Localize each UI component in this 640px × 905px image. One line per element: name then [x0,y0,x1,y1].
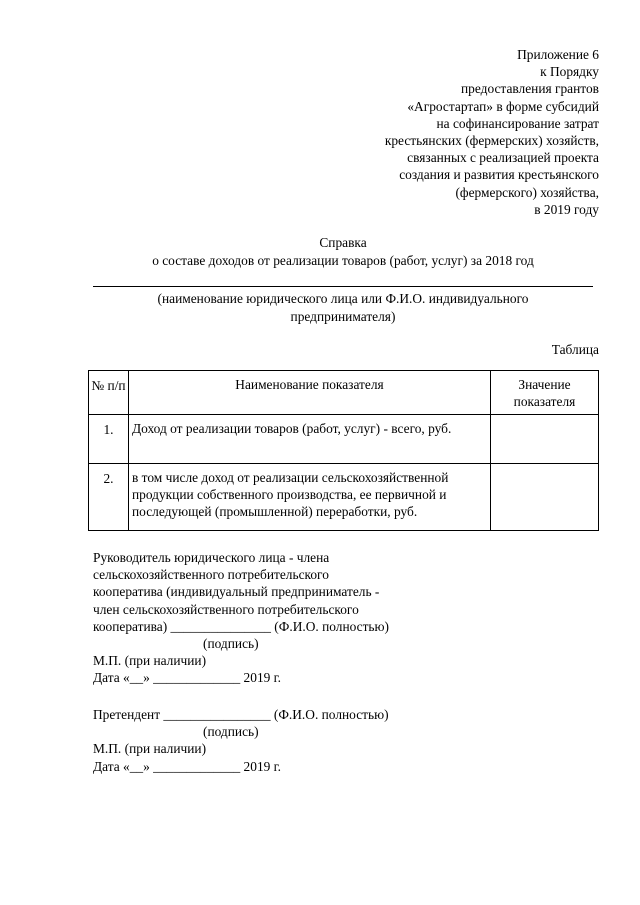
seal-line: М.П. (при наличии) [93,653,207,669]
row-num: 2. [89,464,129,531]
name-caption [93,290,593,325]
header-name: Наименование показателя [129,371,491,415]
header-num: № п/п [89,371,129,415]
table-label: Таблица [551,342,599,357]
row-name: в том числе доход от реализации сельскохозяйственной продукции собственного производства, ее первичной и последующей (промышленной) переработки, руб. [129,464,491,531]
income-table [88,370,599,531]
name-fill-line [93,286,593,287]
annex-line: (фермерского) хозяйства, [455,184,599,200]
sig-line: кооператива (индивидуальный предприниматель - [93,584,380,600]
sig-line: Руководитель юридического лица - члена [93,550,330,565]
annex-line: связанных с реализацией проекта [407,150,599,166]
date-line: Дата «__» _____________ 2019 г. [93,758,282,774]
header-value: Значение показателя [491,371,599,415]
table-header-row [89,371,599,415]
caption-line-2: предпринимателя) [290,308,396,324]
table-row [89,464,599,531]
document-title [93,234,593,269]
row-name: Доход от реализации товаров (работ, услуг) - всего, руб. [129,415,491,464]
title-line-2: о составе доходов от реализации товаров (работ, услуг) за 2018 год [152,252,534,268]
sig-line: член сельскохозяйственного потребительского [93,601,359,617]
title-line-1: Справка [319,235,367,250]
signature-caption: (подпись) [203,636,259,652]
row-value[interactable] [491,415,599,464]
sig-line: кооператива) _______________ (Ф.И.О. полностью) [93,618,390,634]
annex-line: создания и развития крестьянского [399,167,599,183]
annex-line: в 2019 году [534,201,599,217]
signature-block-head [93,549,593,687]
annex-header [279,46,599,218]
annex-line: «Агростартап» в форме субсидий [407,98,599,114]
annex-line: крестьянских (фермерских) хозяйств, [384,133,599,149]
signature-block-applicant [93,706,593,775]
date-line: Дата «__» _____________ 2019 г. [93,670,282,686]
seal-line: М.П. (при наличии) [93,741,207,757]
row-num: 1. [89,415,129,464]
annex-line: к Порядку [540,64,599,80]
sig-line: Претендент ________________ (Ф.И.О. полностью) [93,707,389,722]
sig-line: сельскохозяйственного потребительского [93,567,329,583]
row-value[interactable] [491,464,599,531]
signature-caption: (подпись) [203,724,259,740]
annex-line: Приложение 6 [517,47,599,62]
annex-line: предоставления грантов [461,81,599,97]
table-row [89,415,599,464]
caption-line-1: (наименование юридического лица или Ф.И.О. индивидуального [157,291,529,306]
annex-line: на софинансирование затрат [436,115,599,131]
